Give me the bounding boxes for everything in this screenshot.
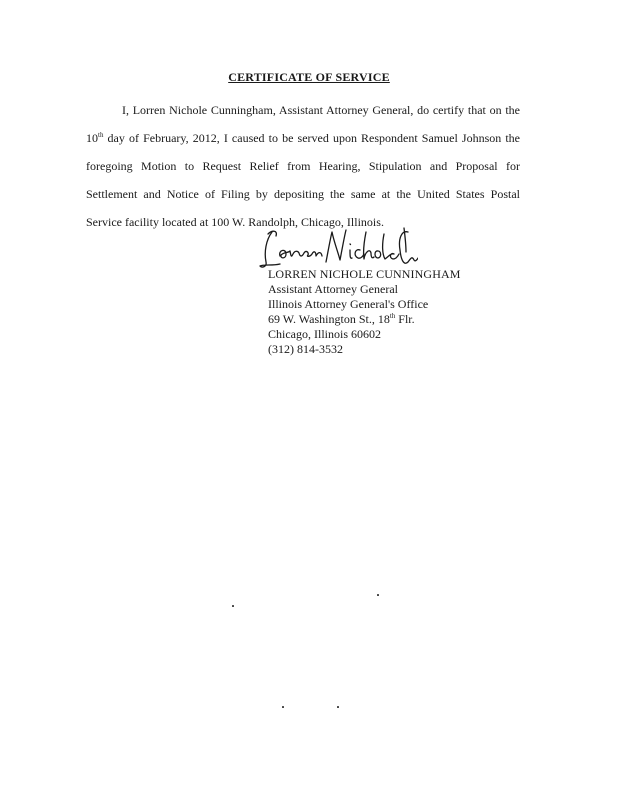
day-suffix: th: [98, 131, 104, 139]
signature-block: [268, 267, 461, 357]
scan-speck: [337, 706, 339, 708]
street-prefix: 69 W. Washington St., 18: [268, 312, 390, 326]
body-line-5: Service facility located at 100 W. Randolph, Chicago, Illinois.: [86, 215, 384, 229]
scan-speck: [232, 605, 234, 607]
service-day: 10: [86, 131, 98, 145]
office-city: Chicago, Illinois 60602: [268, 327, 381, 341]
scan-speck: [282, 706, 284, 708]
signer-position: Assistant Attorney General: [268, 282, 398, 296]
scan-speck: [377, 594, 379, 596]
body-line-3: foregoing Motion to Request Relief from Hearing, Stipulation and Proposal for: [86, 159, 520, 173]
body-line-2: [86, 124, 520, 152]
office-street-address: [268, 312, 461, 327]
office-phone: (312) 814-3532: [268, 342, 343, 356]
signer-office: Illinois Attorney General's Office: [268, 297, 429, 311]
document-title: CERTIFICATE OF SERVICE: [228, 70, 390, 84]
body-line-4: Settlement and Notice of Filing by depositing the same at the United States Postal: [86, 187, 520, 201]
certificate-body: [86, 96, 520, 236]
floor-suffix: th: [389, 312, 396, 320]
street-rest: Flr.: [395, 312, 415, 326]
signer-name: LORREN NICHOLE CUNNINGHAM: [268, 267, 461, 281]
body-line-2-rest: day of February, 2012, I caused to be served upon Respondent Samuel Johnson the: [103, 131, 520, 145]
body-line-1: I, Lorren Nichole Cunningham, Assistant Attorney General, do certify that on the: [122, 103, 520, 117]
